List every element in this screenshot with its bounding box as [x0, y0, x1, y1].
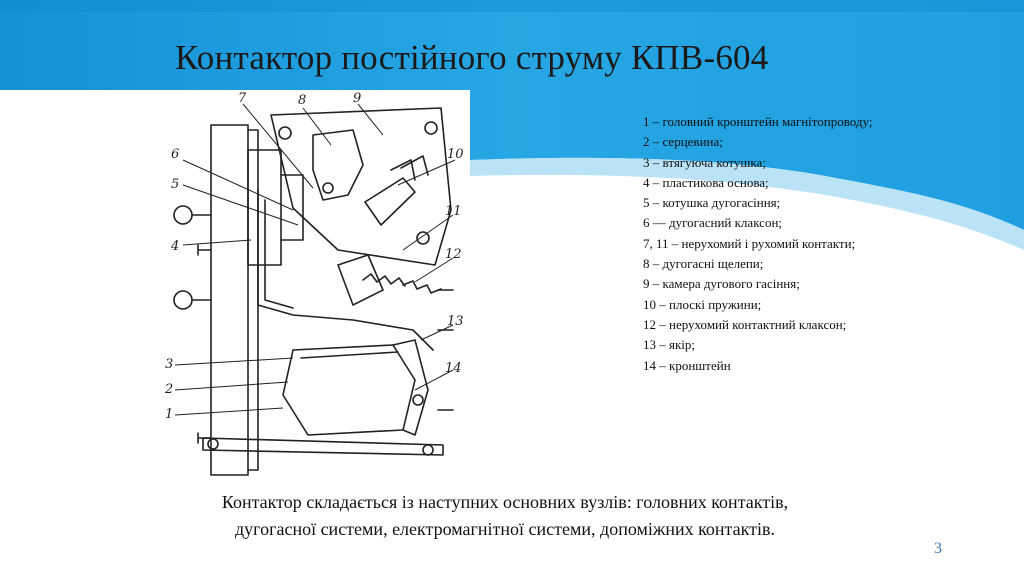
legend-item: 2 – серцевина; [643, 134, 723, 150]
label-8: 8 [298, 93, 307, 108]
label-5: 5 [171, 177, 180, 192]
label-7: 7 [238, 91, 247, 106]
label-3: 3 [165, 357, 174, 372]
label-2: 2 [165, 382, 174, 397]
label-9: 9 [353, 91, 362, 106]
caption-line: дугогасної системи, електромагнітної системи, допоміжних контактів. [234, 519, 775, 539]
label-12: 12 [445, 247, 462, 262]
return-spring [363, 274, 405, 286]
arc-jaws [313, 130, 363, 200]
contactor-diagram [153, 90, 466, 485]
label-14: 14 [445, 361, 462, 376]
legend-item: 13 – якір; [643, 337, 696, 353]
legend-item: 4 – пластикова основа; [643, 174, 769, 190]
label-6: 6 [171, 147, 180, 162]
page-number: 3 [934, 540, 942, 557]
diagram-drawing [174, 108, 453, 475]
label-13: 13 [447, 314, 464, 329]
slide-title: Контактор постійного струму КПВ-604 [175, 38, 769, 77]
legend-item: 3 – втягуюча котушка; [643, 154, 766, 170]
label-4: 4 [171, 239, 180, 254]
flat-springs [391, 156, 428, 180]
legend-item: 5 – котушка дугогасіння; [643, 195, 781, 211]
arc-chamber [271, 108, 451, 265]
slide-caption [150, 489, 860, 543]
label-10: 10 [447, 147, 464, 162]
label-11: 11 [445, 204, 462, 219]
legend-item: 12 – нерухомий контактний клаксон; [643, 316, 847, 332]
legend-item: 8 – дугогасні щелепи; [643, 256, 764, 272]
main-bracket [258, 190, 433, 350]
component-legend [643, 112, 873, 376]
legend-item: 7, 11 – нерухомий і рухомий контакти; [643, 235, 856, 251]
legend-item: 1 – головний кронштейн магнітопроводу; [643, 114, 873, 129]
legend-item: 9 – камера дугового гасіння; [643, 276, 800, 292]
bottom-bar [203, 438, 443, 455]
base-plate [211, 125, 248, 475]
label-1: 1 [165, 407, 174, 422]
leader-lines [175, 104, 455, 415]
caption-line: Контактор складається із наступних основних вузлів: головних контактів, [221, 492, 789, 512]
legend-item: 14 – кронштейн [643, 357, 731, 373]
legend-item: 6 — дугогасний клаксон; [643, 215, 783, 231]
legend-item: 10 – плоскі пружини; [643, 296, 762, 312]
